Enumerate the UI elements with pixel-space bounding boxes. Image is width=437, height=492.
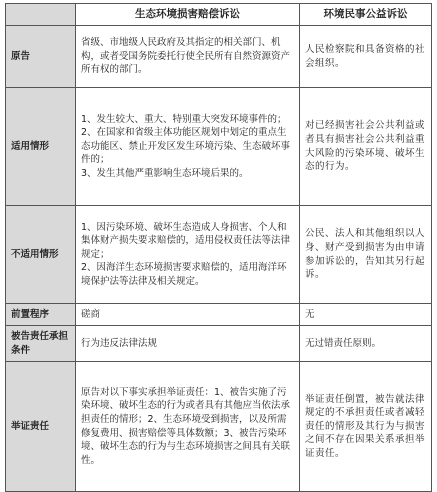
table-row xyxy=(6,362,432,492)
cell-plaintiff-public: 人民检察院和具备资格的社会组织。 xyxy=(300,26,432,88)
cell-burden-damage: 原告对以下事实承担举证责任：1、被告实施了污染环境、破坏生态的行为或者具有其他应当依法承担责任的情形；2、生态环境受到损害，以及所需修复费用、损害赔偿等具体数额；3、被告污染环境、破坏生态的行为与生态环境损害之间具有关联性。 xyxy=(76,362,300,492)
applicable-item-2: 2、在国家和省级主体功能区规划中划定的重点生态功能区、禁止开发区发生环境污染、生态破坏事件的； xyxy=(81,127,291,166)
row-label-applicable: 适用情形 xyxy=(6,88,76,206)
header-corner-cell xyxy=(6,4,76,26)
table-row xyxy=(6,88,432,206)
row-label-burden-of-proof: 举证责任 xyxy=(6,362,76,492)
row-label-not-applicable: 不适用情形 xyxy=(6,206,76,304)
cell-burden-public: 举证责任倒置，被告就法律规定的不承担责任或者减轻责任的情形及其行为与损害之间不存在因果关系承担举证责任。 xyxy=(300,362,432,492)
row-label-plaintiff: 原告 xyxy=(6,26,76,88)
table-row xyxy=(6,206,432,304)
cell-plaintiff-damage: 省级、市地级人民政府及其指定的相关部门、机构，或者受国务院委托行使全民所有自然资源资产所有权的部门。 xyxy=(76,26,300,88)
cell-not-applicable-public: 公民、法人和其他组织以人身、财产受到损害为由申请参加诉讼的，告知其另行起诉。 xyxy=(300,206,432,304)
row-label-pre-procedure: 前置程序 xyxy=(6,304,76,326)
header-ecological-damage-litigation: 生态环境损害赔偿诉讼 xyxy=(76,4,300,26)
cell-pre-procedure-public: 无 xyxy=(300,304,432,326)
table-row xyxy=(6,326,432,362)
applicable-item-1: 1、发生较大、重大、特别重大突发环境事件的； xyxy=(81,113,287,125)
not-applicable-item-1: 1、因污染环境、破坏生态造成人身损害、个人和集体财产损失要求赔偿的，适用侵权责任法等法律规定； xyxy=(81,221,291,260)
row-label-liability-condition: 被告责任承担条件 xyxy=(6,326,76,362)
not-applicable-item-2: 2、因海洋生态环境损害要求赔偿的，适用海洋环境保护法等法律及相关规定。 xyxy=(81,262,287,287)
cell-liability-damage: 行为违反法律法规 xyxy=(76,326,300,362)
cell-applicable-damage xyxy=(76,88,300,206)
cell-applicable-public: 对已经损害社会公共利益或者具有损害社会公共利益重大风险的污染环境、破坏生态的行为。 xyxy=(300,88,432,206)
header-public-interest-litigation: 环境民事公益诉讼 xyxy=(300,4,432,26)
cell-liability-public: 无过错责任原则。 xyxy=(300,326,432,362)
cell-not-applicable-damage xyxy=(76,206,300,304)
table-row xyxy=(6,304,432,326)
cell-pre-procedure-damage: 磋商 xyxy=(76,304,300,326)
comparison-table xyxy=(5,3,432,492)
applicable-item-3: 3、发生其他严重影响生态环境后果的。 xyxy=(81,167,249,179)
table-row xyxy=(6,26,432,88)
table-header-row xyxy=(6,4,432,26)
